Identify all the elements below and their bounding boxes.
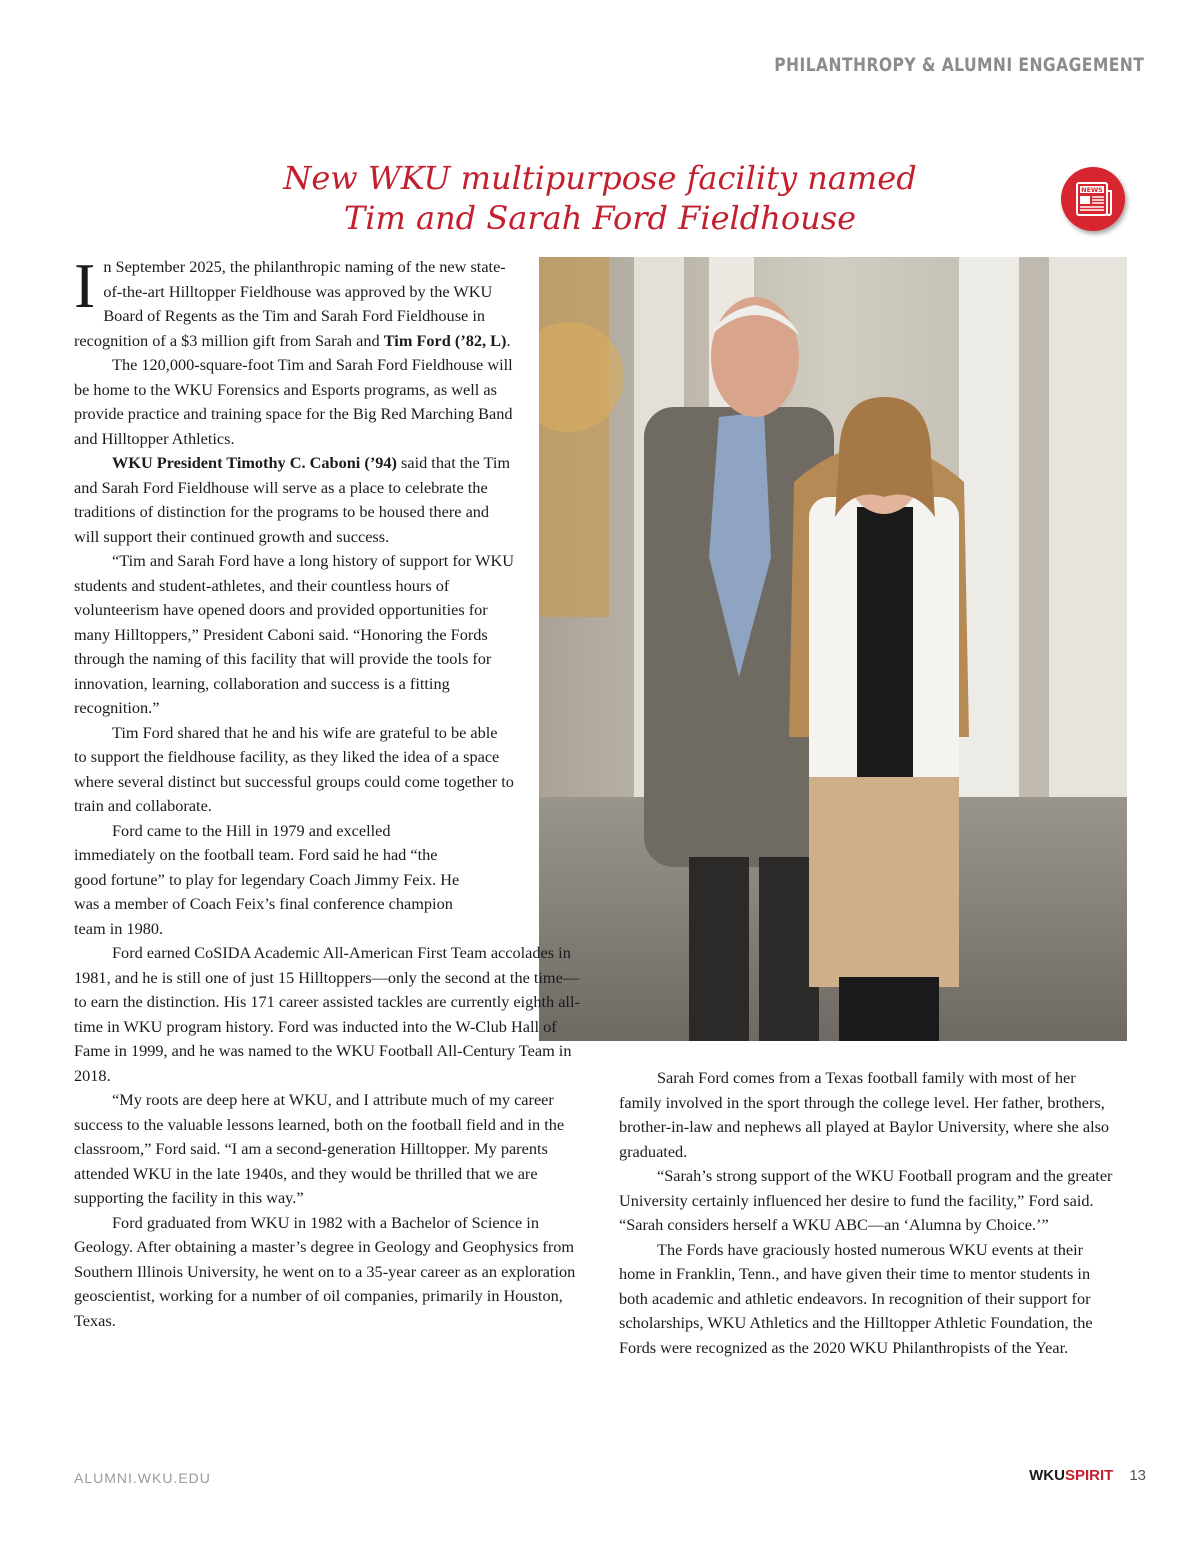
paragraph-1: In September 2025, the philanthropic naming of the new state-of-the-art Hilltopper Fieldhouse was approved by the WKU Board of Regents as the Tim and Sarah Ford Fieldhouse in recognition of a $3 million gift from Sarah and Tim Ford (’82, L).	[74, 250, 511, 350]
brand-wku: WKU	[1029, 1467, 1065, 1484]
paragraph-11: “Sarah’s strong support of the WKU Football program and the greater University certainly influenced her desire to fund the facility,” Ford said. “Sarah considers herself a WKU ABC—an ‘Alumna by Choice.’”	[619, 1166, 1113, 1234]
paragraph-5: Tim Ford shared that he and his wife are grateful to be able to support the fieldhouse facility, as they liked the idea of a space where several distinct but successful groups could come together to train and collaborate.	[74, 722, 514, 815]
paragraph-10: Sarah Ford comes from a Texas football family with most of her family involved in the sport through the college level. Her father, brothers, brother-in-law and nephews all played at Baylor University, where she also graduated.	[619, 1068, 1110, 1161]
brand-spirit: SPIRIT	[1064, 1467, 1114, 1484]
footer-brand	[1029, 1467, 1146, 1484]
paragraph-6: Ford came to the Hill in 1979 and excelled immediately on the football team. Ford said he had “the good fortune” to play for legendary Coach Jimmy Feix. He was a member of Coach Feix’s final conference champion team in 1980.	[74, 820, 460, 938]
drop-cap: I	[74, 250, 96, 321]
headline-line-1: New WKU multipurpose facility named	[283, 159, 917, 197]
article-column-2	[619, 1066, 1119, 1360]
news-badge-label: NEWS	[1081, 186, 1103, 194]
paragraph-12: The Fords have graciously hosted numerous WKU events at their home in Franklin, Tenn., and have given their time to mentor students in both academic and athletic endeavors. In recognition of their support for scholarships, WKU Athletics and the Hilltopper Athletic Foundation, the Fords were recognized as the 2020 WKU Philanthropists of the Year.	[619, 1239, 1093, 1357]
article-headline	[250, 158, 950, 238]
newspaper-icon	[1061, 167, 1125, 231]
tim-ford-name: Tim Ford (’82, L)	[383, 330, 507, 350]
paragraph-8: “My roots are deep here at WKU, and I attribute much of my career success to the valuable lessons learned, both on the football field and in the classroom,” Ford said. “I am a second-generation Hilltopper. My parents attended WKU in the late 1940s, and they would be thrilled that we are supporting the facility in this way.”	[74, 1090, 565, 1207]
paragraph-7: Ford earned CoSIDA Academic All-American First Team accolades in 1981, and he is still one of just 15 Hilltoppers—only the second at the time—to earn the distinction. His 171 career assisted tackles are currently eighth all-time in WKU program history. Ford was inducted into the W-Club Hall of Fame in 1999, and he was named to the WKU Football All-Century Team in 2018.	[74, 943, 580, 1085]
paragraph-2: The 120,000-square-foot Tim and Sarah Ford Fieldhouse will be home to the WKU Forensics and Esports programs, as well as provide practice and training space for the Big Red Marching Band and Hilltopper Athletics.	[74, 355, 513, 448]
headline-line-2: Tim and Sarah Ford Fieldhouse	[343, 199, 857, 237]
article-column-1	[74, 250, 584, 1333]
president-caboni-name: WKU President Timothy C. Caboni (’94)	[112, 453, 397, 472]
photo-tim-and-sarah-ford	[539, 257, 1127, 1041]
paragraph-4: “Tim and Sarah Ford have a long history of support for WKU students and student-athletes, and their countless hours of volunteerism have opened doors and provided opportunities for many Hilltoppers,” President Caboni said. “Honoring the Fords through the naming of this facility that will provide the tools for innovation, learning, collaboration and success is a fitting recognition.”	[74, 551, 515, 717]
section-label: PHILANTHROPY & ALUMNI ENGAGEMENT	[773, 54, 1144, 76]
paragraph-9: Ford graduated from WKU in 1982 with a Bachelor of Science in Geology. After obtaining a master’s degree in Geology and Geophysics from Southern Illinois University, he went on to a 35-year career as an exploration geoscientist, working for a number of oil companies, primarily in Houston, Texas.	[74, 1212, 576, 1330]
page-number: 13	[1129, 1467, 1146, 1484]
paragraph-3: WKU President Timothy C. Caboni (’94) said that the Tim and Sarah Ford Fieldhouse will serve as a place to celebrate the traditions of distinction for the programs to be housed there and will support their continued growth and success.	[74, 453, 511, 546]
footer-site-link[interactable]: ALUMNI.WKU.EDU	[74, 1470, 211, 1486]
news-badge	[1061, 167, 1125, 231]
